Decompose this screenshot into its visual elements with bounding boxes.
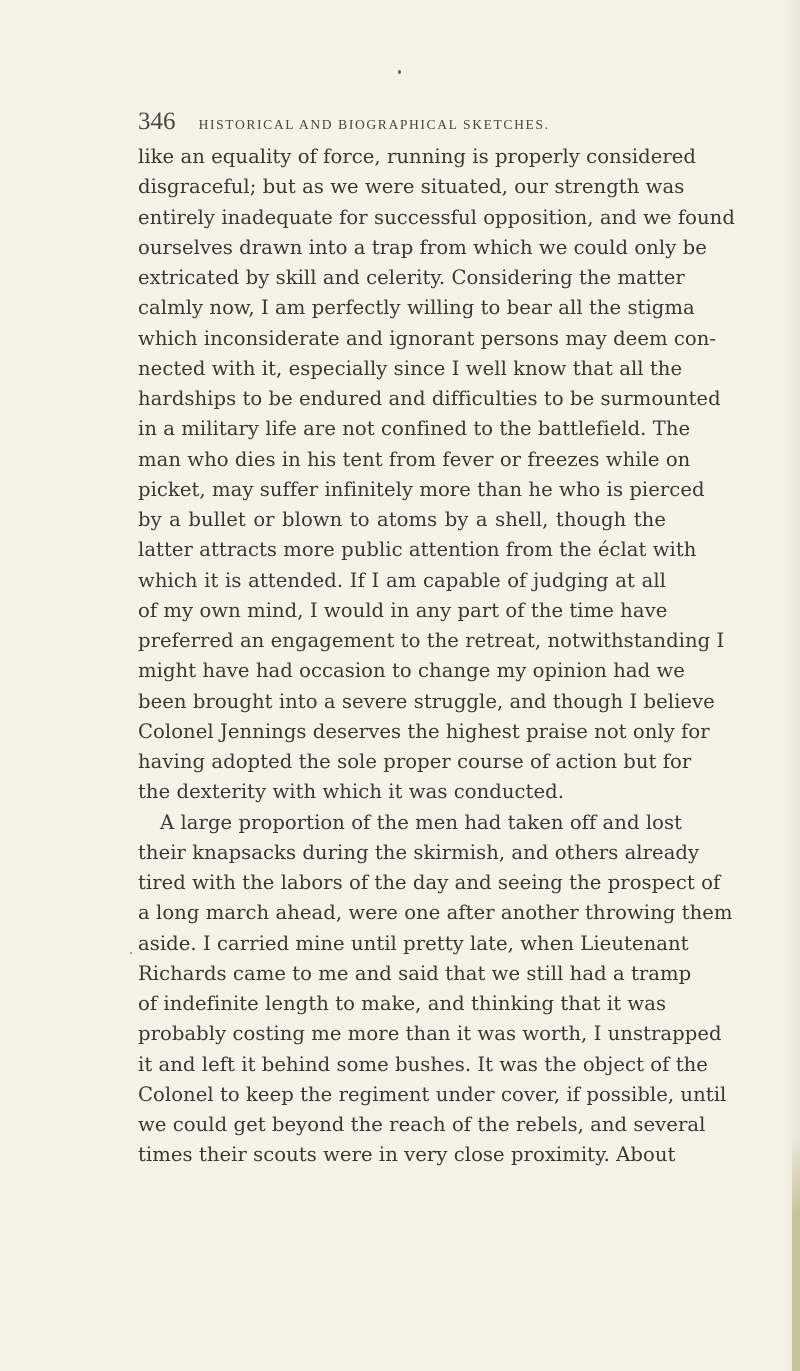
text-line: we could get beyond the reach of the rebels, and several — [138, 1113, 706, 1136]
text-line: preferred an engagement to the retreat, notwithstanding I — [138, 629, 725, 652]
text-line: Colonel Jennings deserves the highest praise not only for — [138, 719, 710, 743]
body-text — [138, 142, 735, 1171]
text-line: by a bullet or blown to atoms by a shell, though the — [138, 508, 666, 531]
page-edge-stain — [792, 1135, 800, 1371]
text-line: it and left it behind some bushes. It was the object of the — [138, 1052, 708, 1076]
text-line: of my own mind, I would in any part of the time have — [138, 598, 668, 622]
text-line: been brought into a severe struggle, and though I believe — [138, 689, 715, 713]
paragraph-start-line: A large proportion of the men had taken off and lost — [160, 810, 683, 834]
text-line: might have had occasion to change my opinion had we — [138, 659, 685, 683]
text-line: which it is attended. If I am capable of judging at all — [138, 568, 666, 592]
text-line: times their scouts were in very close proximity. About — [138, 1143, 676, 1167]
text-line: having adopted the sole proper course of action but for — [138, 750, 692, 773]
text-line: disgraceful; but as we were situated, our strength was — [138, 175, 685, 199]
text-line: tired with the labors of the day and seeing the prospect of — [138, 871, 721, 894]
text-line: extricated by skill and celerity. Considering the matter — [138, 266, 685, 289]
running-head: HISTORICAL AND BIOGRAPHICAL SKETCHES. — [198, 117, 550, 132]
text-line: ourselves drawn into a trap from which we could only be — [138, 235, 707, 259]
text-line: man who dies in his tent from fever or freezes while on — [138, 447, 691, 471]
text-line: of indefinite length to make, and thinking that it was — [138, 992, 667, 1015]
text-line: entirely inadequate for successful opposition, and we found — [138, 205, 735, 229]
text-line: probably costing me more than it was worth, I unstrapped — [138, 1022, 722, 1046]
text-line: Richards came to me and said that we still had a tramp — [138, 961, 692, 985]
text-line: a long march ahead, were one after another throwing them — [138, 901, 733, 925]
text-line: calmly now, I am perfectly willing to bear all the stigma — [138, 296, 695, 320]
text-line: which inconsiderate and ignorant persons may deem con- — [138, 326, 717, 350]
page-header — [138, 108, 678, 138]
text-line: latter attracts more public attention from the éclat with — [138, 538, 697, 562]
text-line: like an equality of force, running is properly considered — [138, 145, 697, 168]
text-line: picket, may suffer infinitely more than he who is pierced — [138, 477, 705, 501]
text-line: in a military life are not confined to the battlefield. The — [138, 417, 691, 441]
text-line: aside. I carried mine until pretty late, when Lieutenant — [138, 931, 689, 955]
text-line: hardships to be endured and difficulties to be surmounted — [138, 387, 721, 410]
text-line: nected with it, especially since I well know that all the — [138, 356, 683, 380]
page-number: 346 — [138, 108, 176, 135]
text-line: their knapsacks during the skirmish, and others already — [138, 840, 700, 864]
margin-speck — [130, 952, 132, 954]
paragraph-end-line: the dexterity with which it was conducted. — [138, 780, 564, 804]
text-line: Colonel to keep the regiment under cover, if possible, until — [138, 1082, 727, 1106]
ink-speck — [398, 70, 401, 74]
